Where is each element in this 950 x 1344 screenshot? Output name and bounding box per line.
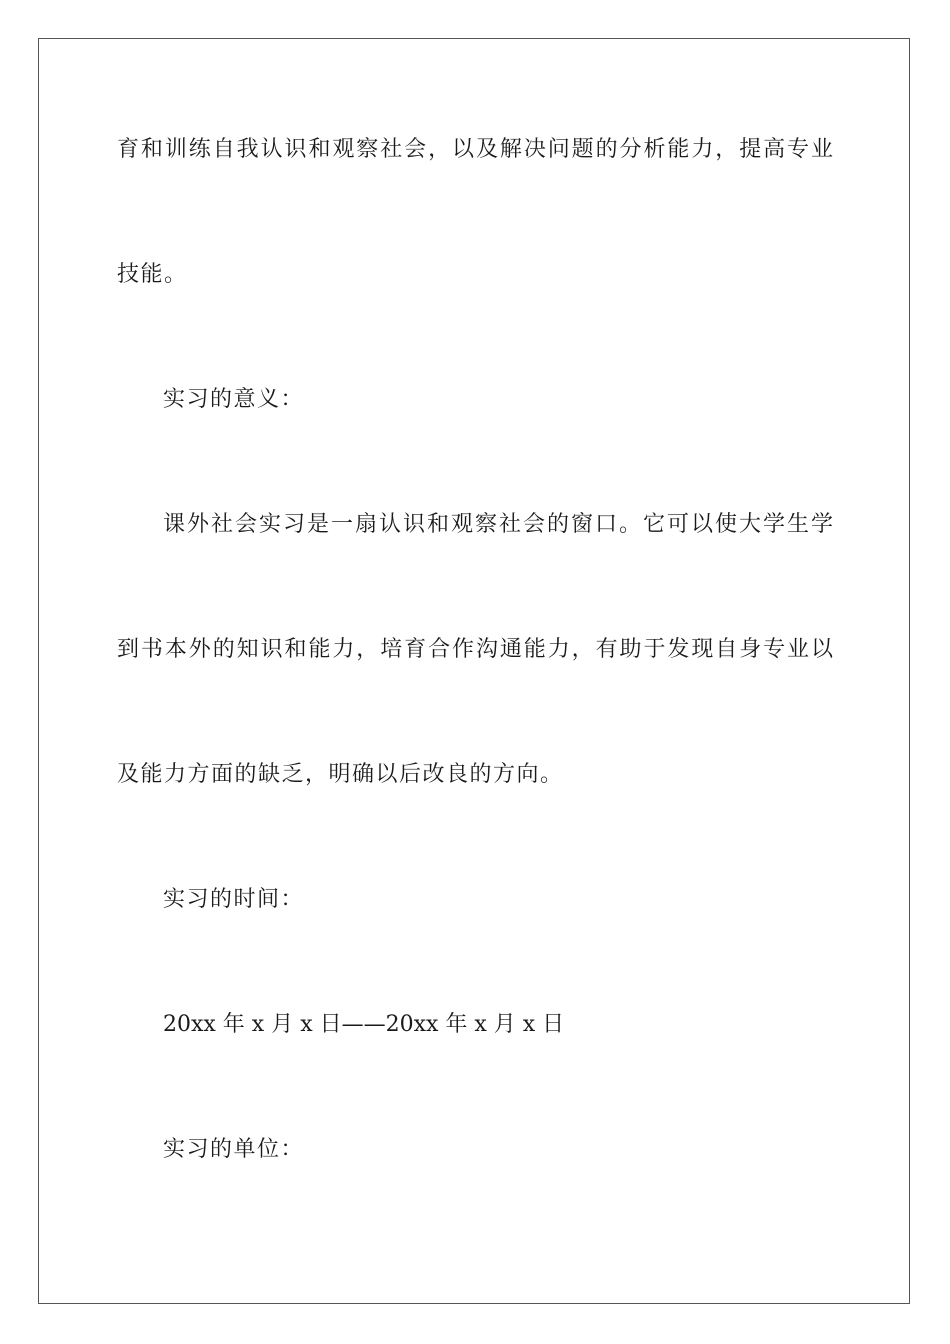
page-frame xyxy=(38,38,910,1304)
paragraph-line: 到书本外的知识和能力，培育合作沟通能力，有助于发现自身专业以 xyxy=(117,637,833,662)
paragraph-line: 技能。 xyxy=(117,262,188,287)
paragraph-line: 育和训练自我认识和观察社会，以及解决问题的分析能力，提高专业 xyxy=(117,137,833,162)
paragraph-line: 课外社会实习是一扇认识和观察社会的窗口。它可以使大学生学 xyxy=(163,512,833,537)
section-heading-unit: 实习的单位： xyxy=(163,1137,305,1162)
section-heading-meaning: 实习的意义： xyxy=(163,387,305,412)
paragraph-line: 及能力方面的缺乏，明确以后改良的方向。 xyxy=(117,762,564,787)
section-heading-time: 实习的时间： xyxy=(163,887,305,912)
internship-date-range: 20xx 年 x 月 x 日——20xx 年 x 月 x 日 xyxy=(163,1012,565,1037)
